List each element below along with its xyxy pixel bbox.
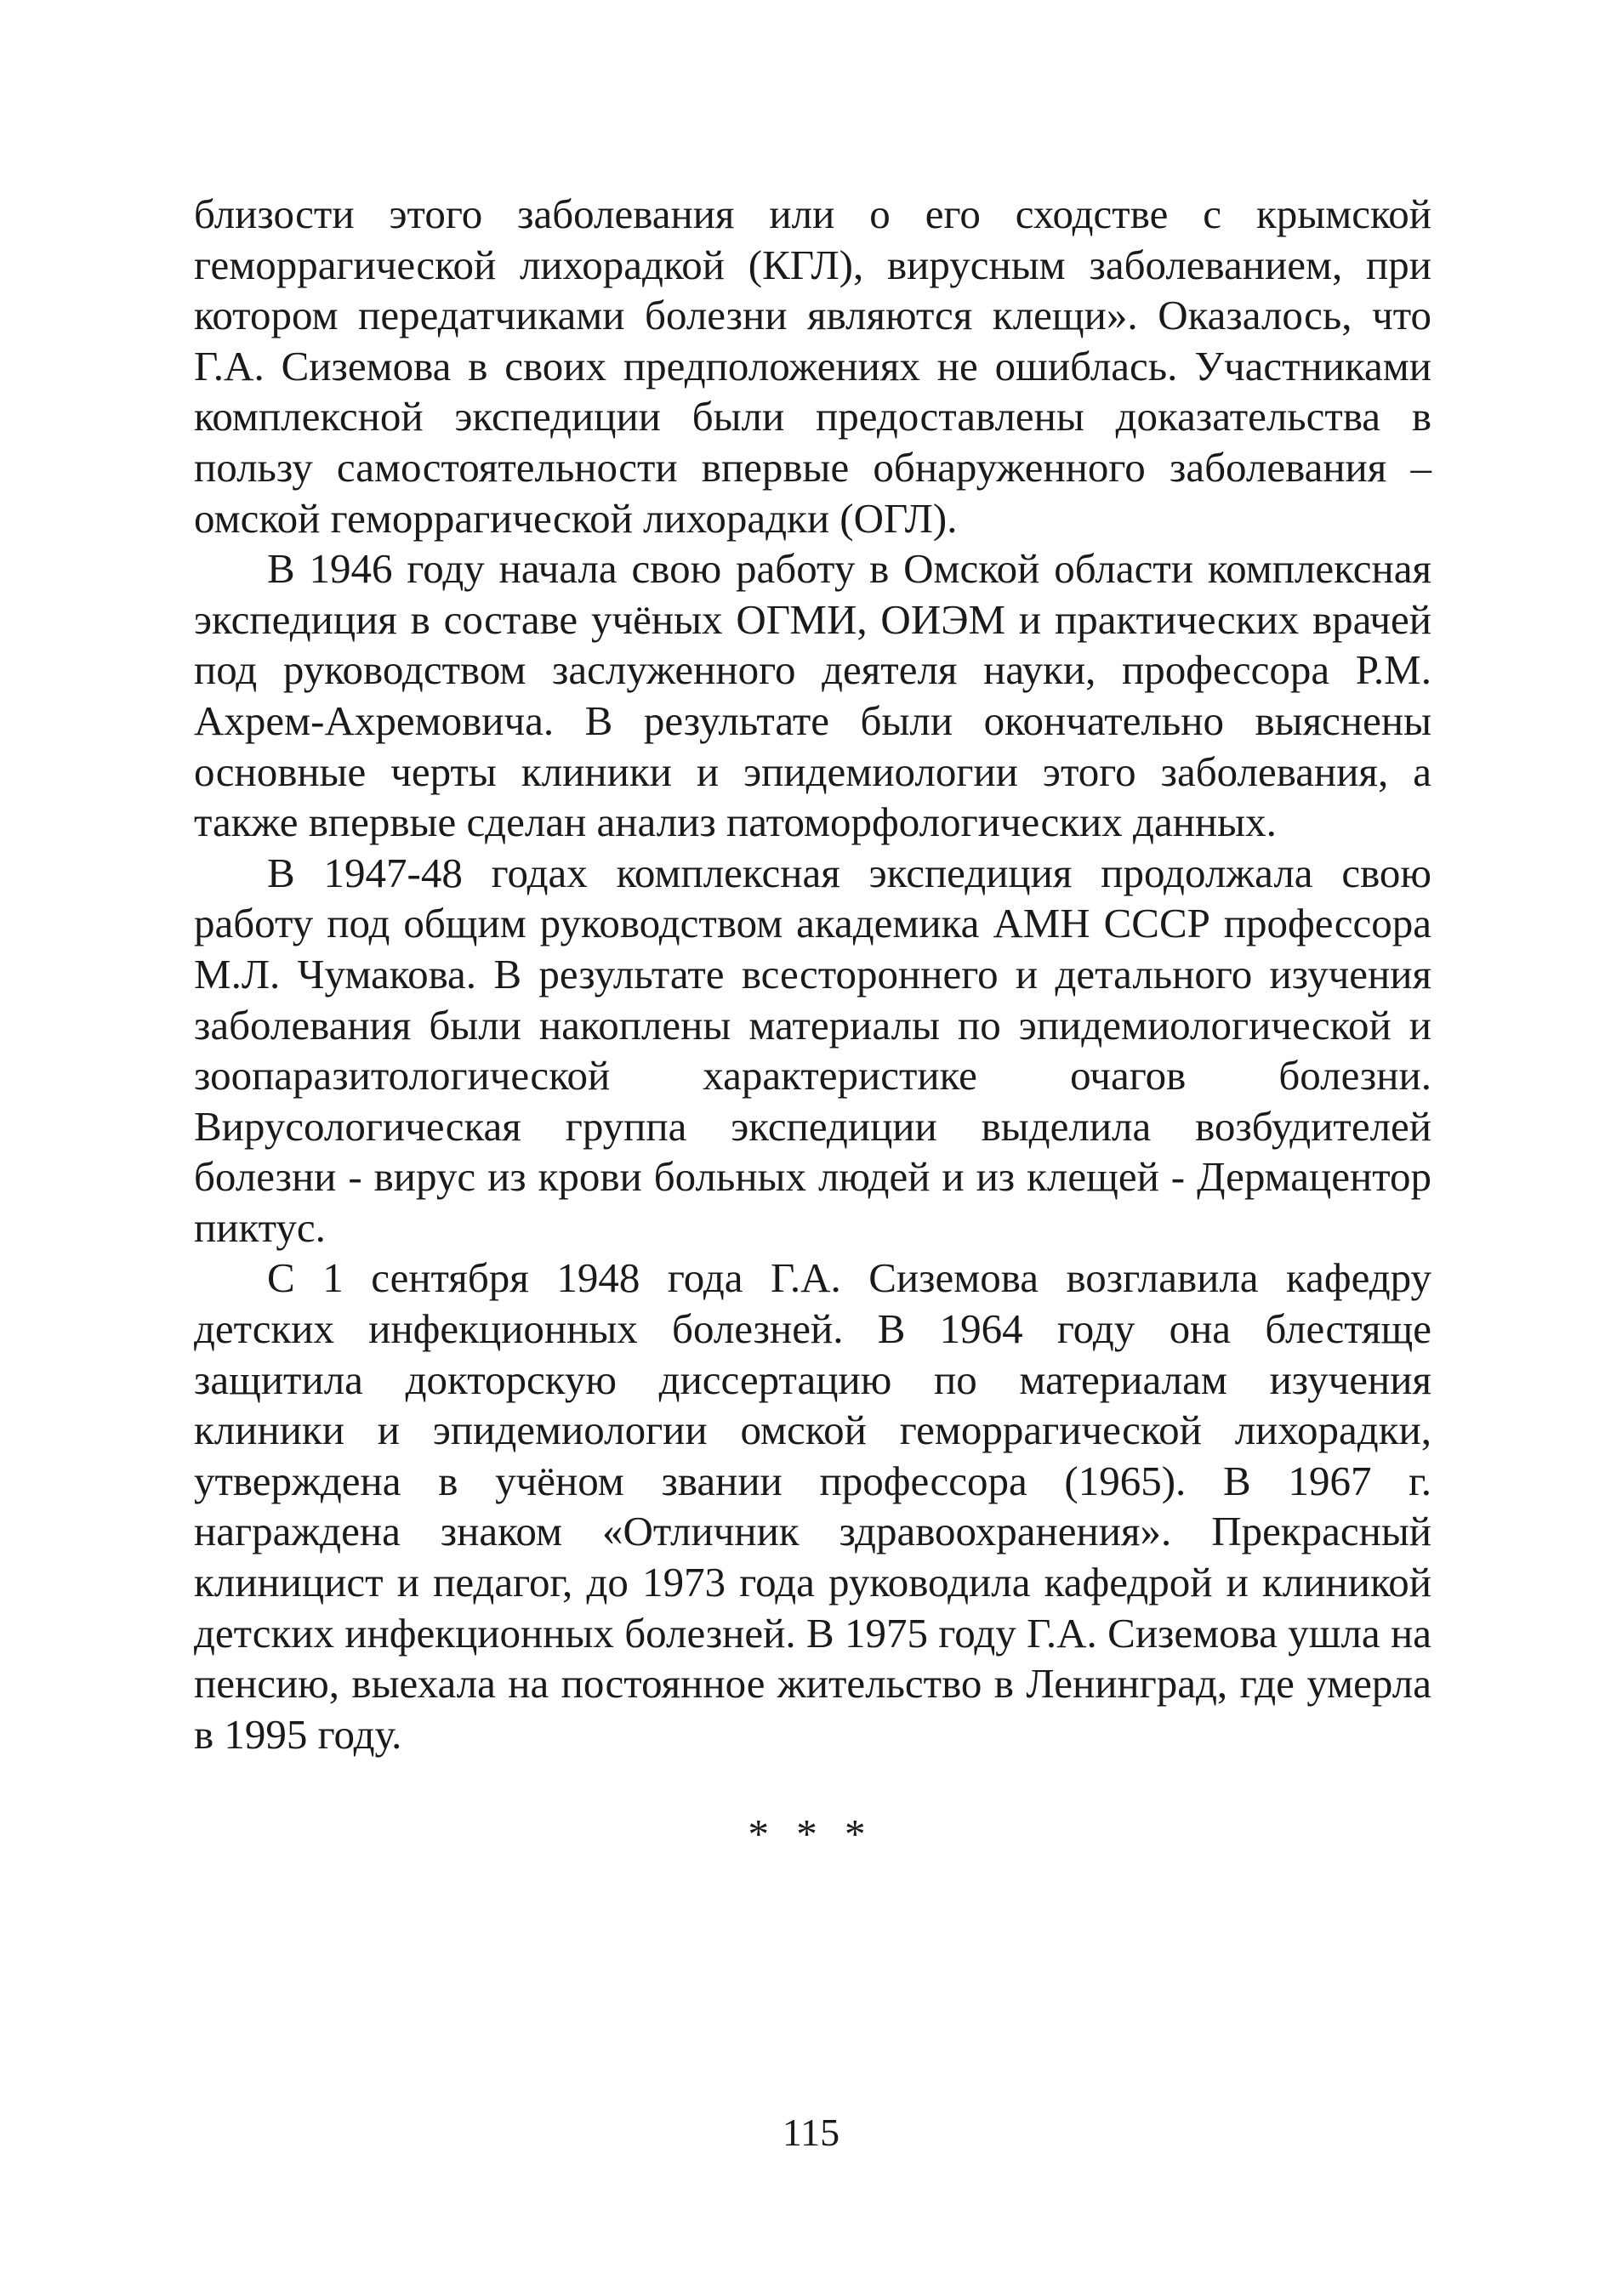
paragraph-2: В 1946 году начала свою работу в Омской области комплексная экспедиция в составе учёных ОГМИ, ОИЭМ и практических врачей под руководством заслуженного деятеля науки, профессора Р.М. Ахрем-Ахремовича. В результате были окончательно выяснены основные черты клиники и эпидемиологии этого заболевания, а также впервые сделан анализ патоморфологических данных. [194, 545, 1431, 846]
page-number: 115 [782, 2111, 840, 2154]
paragraph-3: В 1947-48 годах комплексная экспедиция продолжала свою работу под общим руководством академика АМН СССР профессора М.Л. Чумакова. В результате всестороннего и детального изучения заболевания были накоплены материалы по эпидемиологической и зоопаразитологической характеристике очагов болезни. Вирусологическая группа экспедиции выделила возбудителей болезни - вирус из крови больных людей и из клещей - Дермацентор пиктус. [194, 849, 1431, 1251]
paragraph-1: близости этого заболевания или о его сходстве с крымской геморрагической лихорадкой (КГЛ), вирусным заболеванием, при котором передатчиками болезни являются клещи». Оказалось, что Г.А. Сиземова в своих предположениях не ошиблась. Участниками комплексной экспедиции были предоставлены доказательства в пользу самостоятельности впервые обнаруженного заболевания – омской геморрагической лихорадки (ОГЛ). [194, 190, 1431, 542]
section-separator: * * * [748, 1810, 874, 1857]
paragraph-4: С 1 сентября 1948 года Г.А. Сиземова возглавила кафедру детских инфекционных болезней. В 1964 году она блестяще защитила докторскую диссертацию по материалам изучения клиники и эпидемиологии омской геморрагической лихорадки, утверждена в учёном звании профессора (1965). В 1967 г. награждена знаком «Отличник здравоохранения». Прекрасный клиницист и педагог, до 1973 года руководила кафедрой и клиникой детских инфекционных болезней. В 1975 году Г.А. Сиземова ушла на пенсию, выехала на постоянное жительство в Ленинград, где умерла в 1995 году. [194, 1254, 1431, 1758]
body-text [194, 189, 1431, 1759]
